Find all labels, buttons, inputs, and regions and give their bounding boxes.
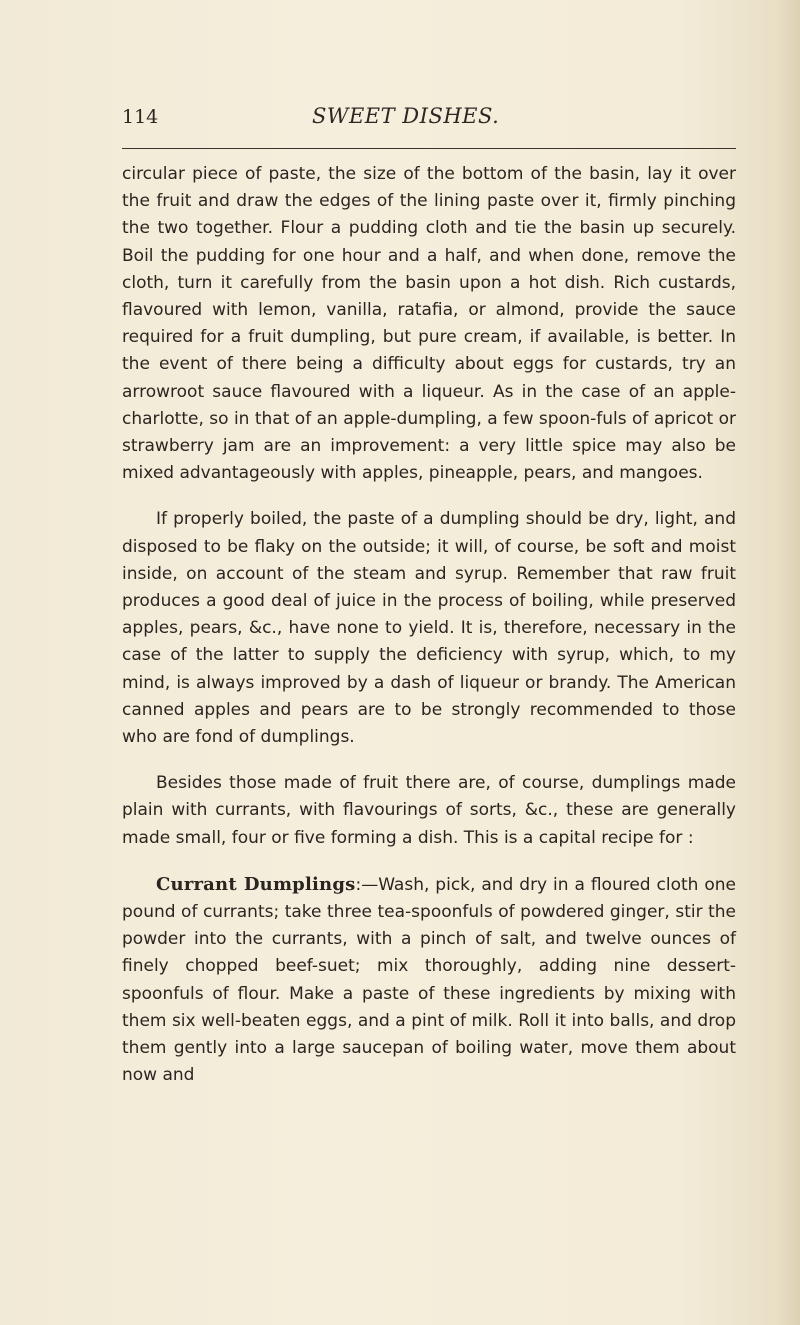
recipe-title: Currant Dumplings (156, 873, 356, 895)
paragraph-dumpling-paste: If properly boiled, the paste of a dumpling should be dry, light, and disposed to be flaky on the outside; it will, of course, be soft and moist inside, on account of the steam and syrup. Remember that raw fruit produces a good deal of juice in the process of boiling, while preserved apples, pears, &c., have none to yield. It is, therefore, necessary in the case of the latter to supply the deficiency with syrup, which, to my mind, is always improved by a dash of liqueur or brandy. The American canned apples and pears are to be strongly recommended to those who are fond of dumplings. (122, 509, 736, 748)
header-rule (122, 148, 736, 149)
page-header (122, 104, 736, 134)
paragraph-continuation: circular piece of paste, the size of the bottom of the basin, lay it over the fruit and draw the edges of the lining paste over it, firmly pinching the two together. Flour a pudding cloth and tie the basin up securely. Boil the pudding for one hour and a half, and when done, remove the cloth, turn it carefully from the basin upon a hot dish. Rich custards, flavoured with lemon, vanilla, ratafia, or almond, provide the sauce required for a fruit dumpling, but pure cream, if available, is better. In the event of there being a difficulty about eggs for custards, try an arrowroot sauce flavoured with a liqueur. As in the case of an apple-charlotte, so in that of an apple-dumpling, a few spoon-fuls of apricot or strawberry jam are an improvement: a very little spice may also be mixed advantageously with apples, pineapple, pears, and mangoes. (122, 164, 736, 484)
paragraph-plain-dumplings: Besides those made of fruit there are, of course, dumplings made plain with currants, with flavourings of sorts, &c., these are generally made small, four or five forming a dish. This is a capital recipe for : (122, 773, 736, 848)
body-text (122, 161, 736, 1090)
running-title: SWEET DISHES. (312, 104, 500, 128)
recipe-paragraph (122, 871, 736, 1090)
page-number: 114 (122, 106, 159, 128)
recipe-text: :—Wash, pick, and dry in a floured cloth one pound of currants; take three tea-spoonfuls of powdered ginger, stir the powder into the currants, with a pinch of salt, and twelve ounces of finely chopped beef-suet; mix thoroughly, adding nine dessert-spoonfuls of flour. Make a paste of these ingredients by mixing with them six well-beaten eggs, and a pint of milk. Roll it into balls, and drop them gently into a large saucepan of boiling water, move them about now and (122, 874, 737, 1086)
